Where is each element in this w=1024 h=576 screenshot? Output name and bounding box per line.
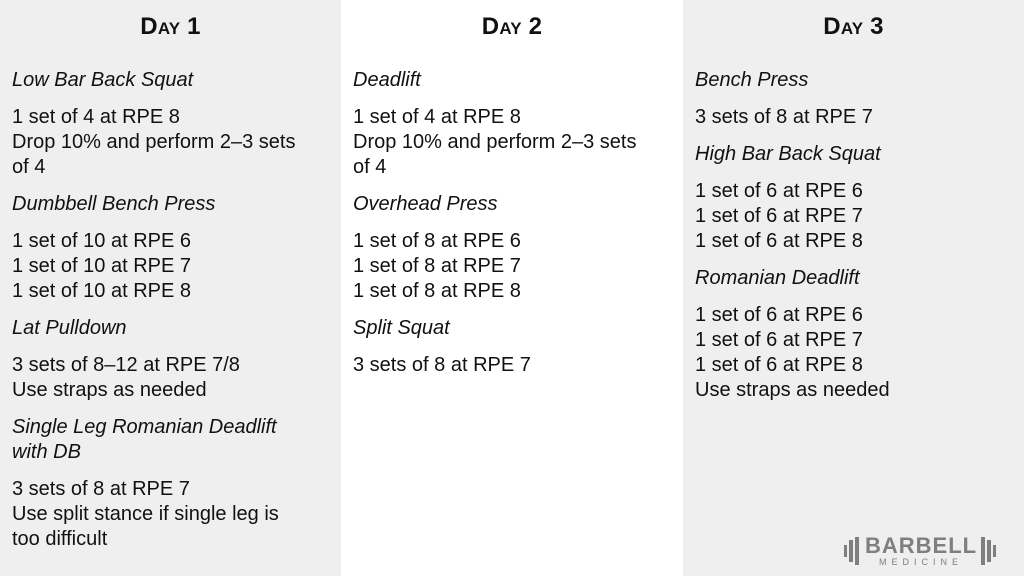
exercise-name: Split Squat xyxy=(353,317,450,339)
exercise-name-line: Single Leg Romanian Deadlift xyxy=(12,416,277,438)
exercise-lat-pulldown xyxy=(12,316,341,403)
exercise-line: 1 set of 4 at RPE 8 xyxy=(353,106,521,128)
exercise-line: 1 set of 8 at RPE 8 xyxy=(353,280,521,302)
exercise-line: 3 sets of 8–12 at RPE 7/8 xyxy=(12,354,240,376)
exercise-line: 1 set of 6 at RPE 6 xyxy=(695,180,863,202)
day-1-column xyxy=(0,0,341,576)
exercise-line: 1 set of 10 at RPE 6 xyxy=(12,230,191,252)
exercise-line: Use straps as needed xyxy=(695,379,890,401)
logo-brand: BARBELL xyxy=(865,533,978,558)
exercise-name-line: with DB xyxy=(12,441,81,463)
logo-subtitle: MEDICINE xyxy=(879,557,964,567)
exercise-line: Drop 10% and perform 2–3 sets xyxy=(12,131,296,153)
exercise-line: of 4 xyxy=(12,156,46,178)
exercise-romanian-deadlift xyxy=(695,266,1024,403)
barbell-icon xyxy=(981,537,998,565)
exercise-name: High Bar Back Squat xyxy=(695,143,881,165)
exercise-line: 1 set of 10 at RPE 8 xyxy=(12,280,191,302)
exercise-line: 1 set of 6 at RPE 7 xyxy=(695,205,863,227)
exercise-single-leg-rdl xyxy=(12,415,341,552)
exercise-low-bar-back-squat xyxy=(12,68,341,180)
exercise-line: 1 set of 8 at RPE 7 xyxy=(353,255,521,277)
exercise-overhead-press xyxy=(353,192,683,304)
exercise-line: of 4 xyxy=(353,156,387,178)
exercise-line: 1 set of 4 at RPE 8 xyxy=(12,106,180,128)
exercise-line: 3 sets of 8 at RPE 7 xyxy=(12,478,190,500)
day-3-header: Day 3 xyxy=(823,12,884,40)
barbell-medicine-logo xyxy=(844,534,1010,568)
exercise-line: 1 set of 10 at RPE 7 xyxy=(12,255,191,277)
exercise-bench-press xyxy=(695,68,1024,130)
day-3-column xyxy=(683,0,1024,576)
exercise-line: Drop 10% and perform 2–3 sets xyxy=(353,131,637,153)
exercise-line: 1 set of 6 at RPE 8 xyxy=(695,230,863,252)
day-1-header: Day 1 xyxy=(140,12,201,40)
exercise-name xyxy=(12,415,341,465)
exercise-line: Use straps as needed xyxy=(12,379,207,401)
exercise-deadlift xyxy=(353,68,683,180)
barbell-icon xyxy=(844,537,861,565)
exercise-line: 1 set of 6 at RPE 6 xyxy=(695,304,863,326)
exercise-name: Dumbbell Bench Press xyxy=(12,193,216,215)
exercise-line: 1 set of 6 at RPE 8 xyxy=(695,354,863,376)
exercise-line: Use split stance if single leg is xyxy=(12,503,279,525)
exercise-name: Bench Press xyxy=(695,69,809,91)
exercise-line: 3 sets of 8 at RPE 7 xyxy=(353,354,531,376)
exercise-line: 1 set of 8 at RPE 6 xyxy=(353,230,521,252)
exercise-high-bar-back-squat xyxy=(695,142,1024,254)
exercise-split-squat xyxy=(353,316,683,378)
exercise-name: Low Bar Back Squat xyxy=(12,69,194,91)
exercise-line: 1 set of 6 at RPE 7 xyxy=(695,329,863,351)
exercise-name: Overhead Press xyxy=(353,193,498,215)
exercise-line: 3 sets of 8 at RPE 7 xyxy=(695,106,873,128)
exercise-dumbbell-bench-press xyxy=(12,192,341,304)
exercise-name: Lat Pulldown xyxy=(12,317,127,339)
exercise-line: too difficult xyxy=(12,528,108,550)
day-2-header: Day 2 xyxy=(481,12,543,40)
day-2-column xyxy=(341,0,683,576)
exercise-name: Deadlift xyxy=(353,69,421,91)
exercise-name: Romanian Deadlift xyxy=(695,267,860,289)
